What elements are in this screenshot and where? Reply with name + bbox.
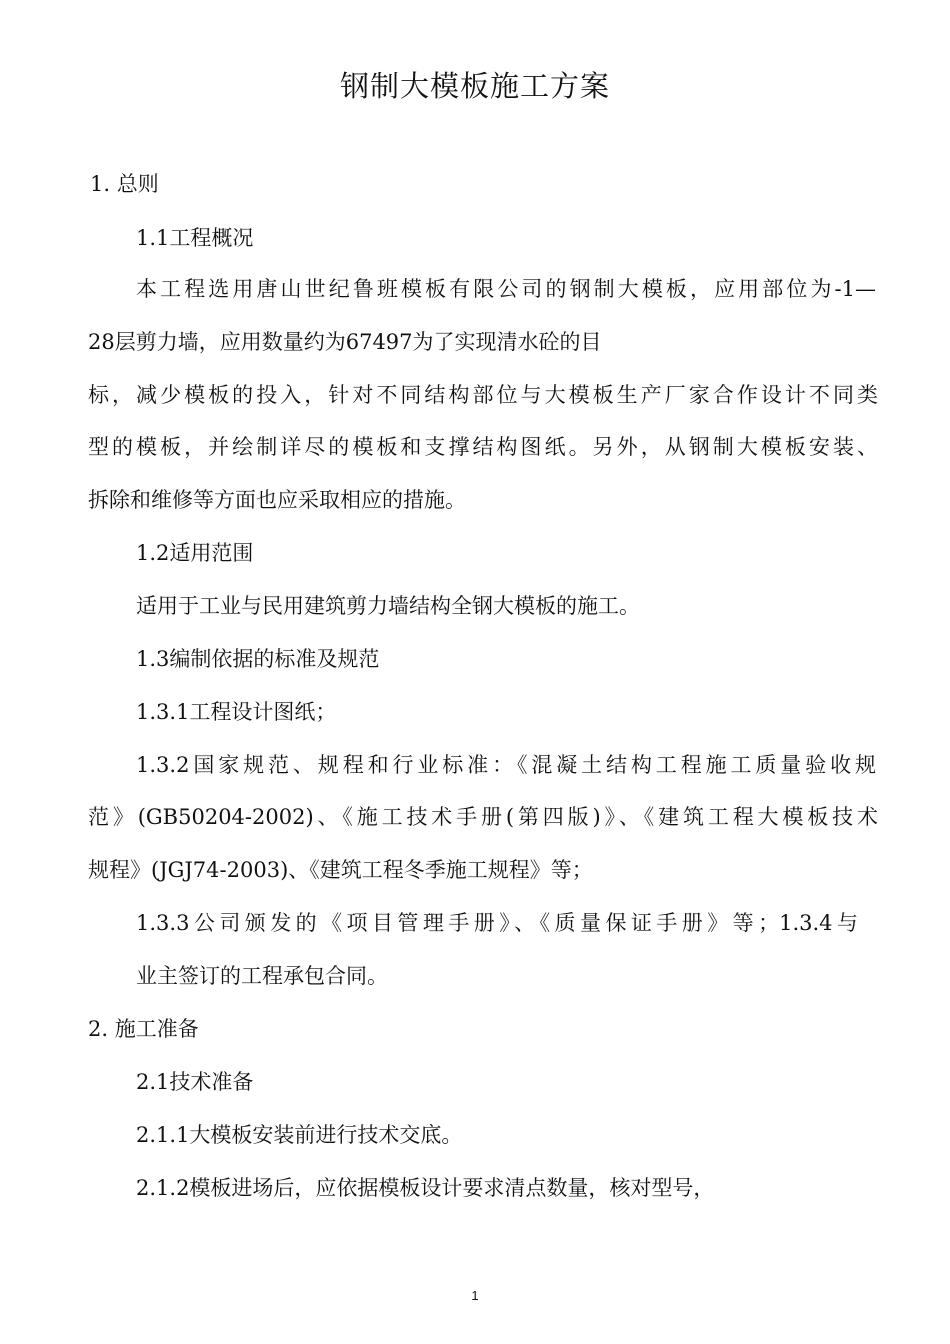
paragraph-line: 范》(GB50204-2002)、《施工技术手册(第四版)》、《建筑工程大模板技术 (88, 805, 878, 829)
paragraph-line: 标，减少模板的投入，针对不同结构部位与大模板生产厂家合作设计不同类 (88, 383, 878, 407)
section-heading-2: 2. 施工准备 (88, 1017, 199, 1041)
subsection-heading-1-1: 1.1工程概况 (136, 226, 254, 250)
paragraph-line: 本工程选用唐山世纪鲁班模板有限公司的钢制大模板，应用部位为-1— (136, 277, 876, 301)
paragraph-line: 适用于工业与民用建筑剪力墙结构全钢大模板的施工。 (136, 594, 640, 618)
paragraph-line: 业主签订的工程承包合同。 (136, 964, 388, 988)
list-item: 2.1.1大模板安装前进行技术交底。 (136, 1123, 463, 1147)
list-item: 1.3.1工程设计图纸； (136, 700, 337, 724)
section-heading-1: 1. 总则 (90, 172, 159, 196)
list-item: 2.1.2模板进场后，应依据模板设计要求清点数量，核对型号， (136, 1176, 715, 1200)
page-number: 1 (471, 1288, 479, 1303)
subsection-heading-1-3: 1.3编制依据的标准及规范 (136, 647, 380, 671)
paragraph-line: 28层剪力墙，应用数量约为67497为了实现清水砼的目 (88, 330, 602, 354)
subsection-heading-2-1: 2.1技术准备 (136, 1070, 254, 1094)
paragraph-line: 规程》(JGJ74-2003)、《建筑工程冬季施工规程》等； (88, 858, 593, 882)
paragraph-line: 型的模板，并绘制详尽的模板和支撑结构图纸。另外，从钢制大模板安装、 (88, 435, 878, 459)
list-item: 1.3.2国家规范、规程和行业标准：《混凝土结构工程施工质量验收规 (136, 753, 876, 777)
paragraph-line: 拆除和维修等方面也应采取相应的措施。 (88, 488, 466, 512)
list-item: 1.3.3公司颁发的《项目管理手册》、《质量保证手册》等；1.3.4与 (136, 911, 858, 935)
subsection-heading-1-2: 1.2适用范围 (136, 541, 254, 565)
page-title: 钢制大模板施工方案 (339, 69, 610, 103)
